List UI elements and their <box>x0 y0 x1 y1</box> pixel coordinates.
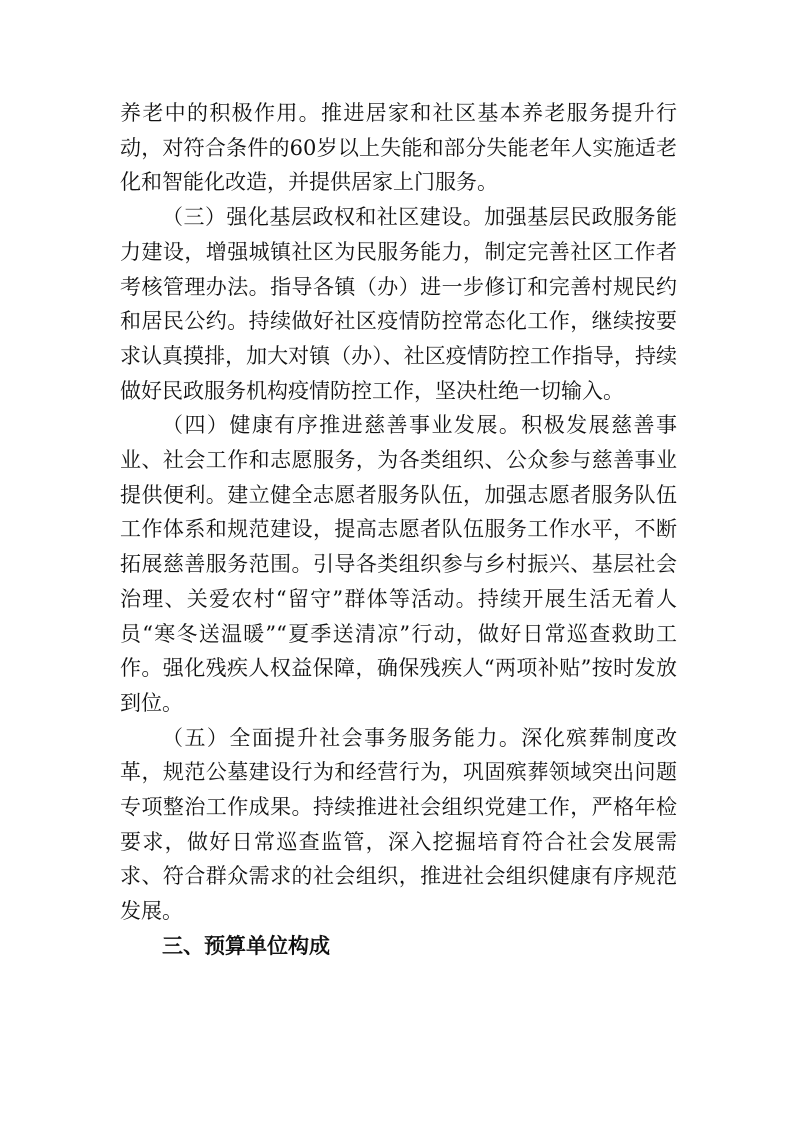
paragraph-continuation: 养老中的积极作用。推进居家和社区基本养老服务提升行动，对符合条件的60岁以上失能和部分失能老年人实施适老化和智能化改造，并提供居家上门服务。 <box>120 101 677 195</box>
paragraph-section-5: （五）全面提升社会事务服务能力。深化殡葬制度改革，规范公墓建设行为和经营行为，巩固殡葬领域突出问题专项整治工作成果。持续推进社会组织党建工作，严格年检要求，做好日常巡查监管，深入挖掘培育符合社会发展需求、符合群众需求的社会组织，推进社会组织健康有序规范发展。 <box>120 725 677 924</box>
document-body <box>120 96 677 964</box>
paragraph-section-3: （三）强化基层政权和社区建设。加强基层民政服务能力建设，增强城镇社区为民服务能力，制定完善社区工作者考核管理办法。指导各镇（办）进一步修订和完善村规民约和居民公约。持续做好社区疫情防控常态化工作，继续按要求认真摸排，加大对镇（办）、社区疫情防控工作指导，持续做好民政服务机构疫情防控工作，坚决杜绝一切输入。 <box>120 205 677 403</box>
paragraph-section-4: （四）健康有序推进慈善事业发展。积极发展慈善事业、社会工作和志愿服务，为各类组织、公众参与慈善事业提供便利。建立健全志愿者服务队伍，加强志愿者服务队伍工作体系和规范建设，提高志愿者队伍服务工作水平，不断拓展慈善服务范围。引导各类组织参与乡村振兴、基层社会治理、关爱农村“留守”群体等活动。持续开展生活无着人员“寒冬送温暖”“夏季送清凉”行动，做好日常巡查救助工作。强化残疾人权益保障，确保残疾人“两项补贴”按时发放到位。 <box>120 413 677 715</box>
section-heading: 三、预算单位构成 <box>162 933 330 958</box>
